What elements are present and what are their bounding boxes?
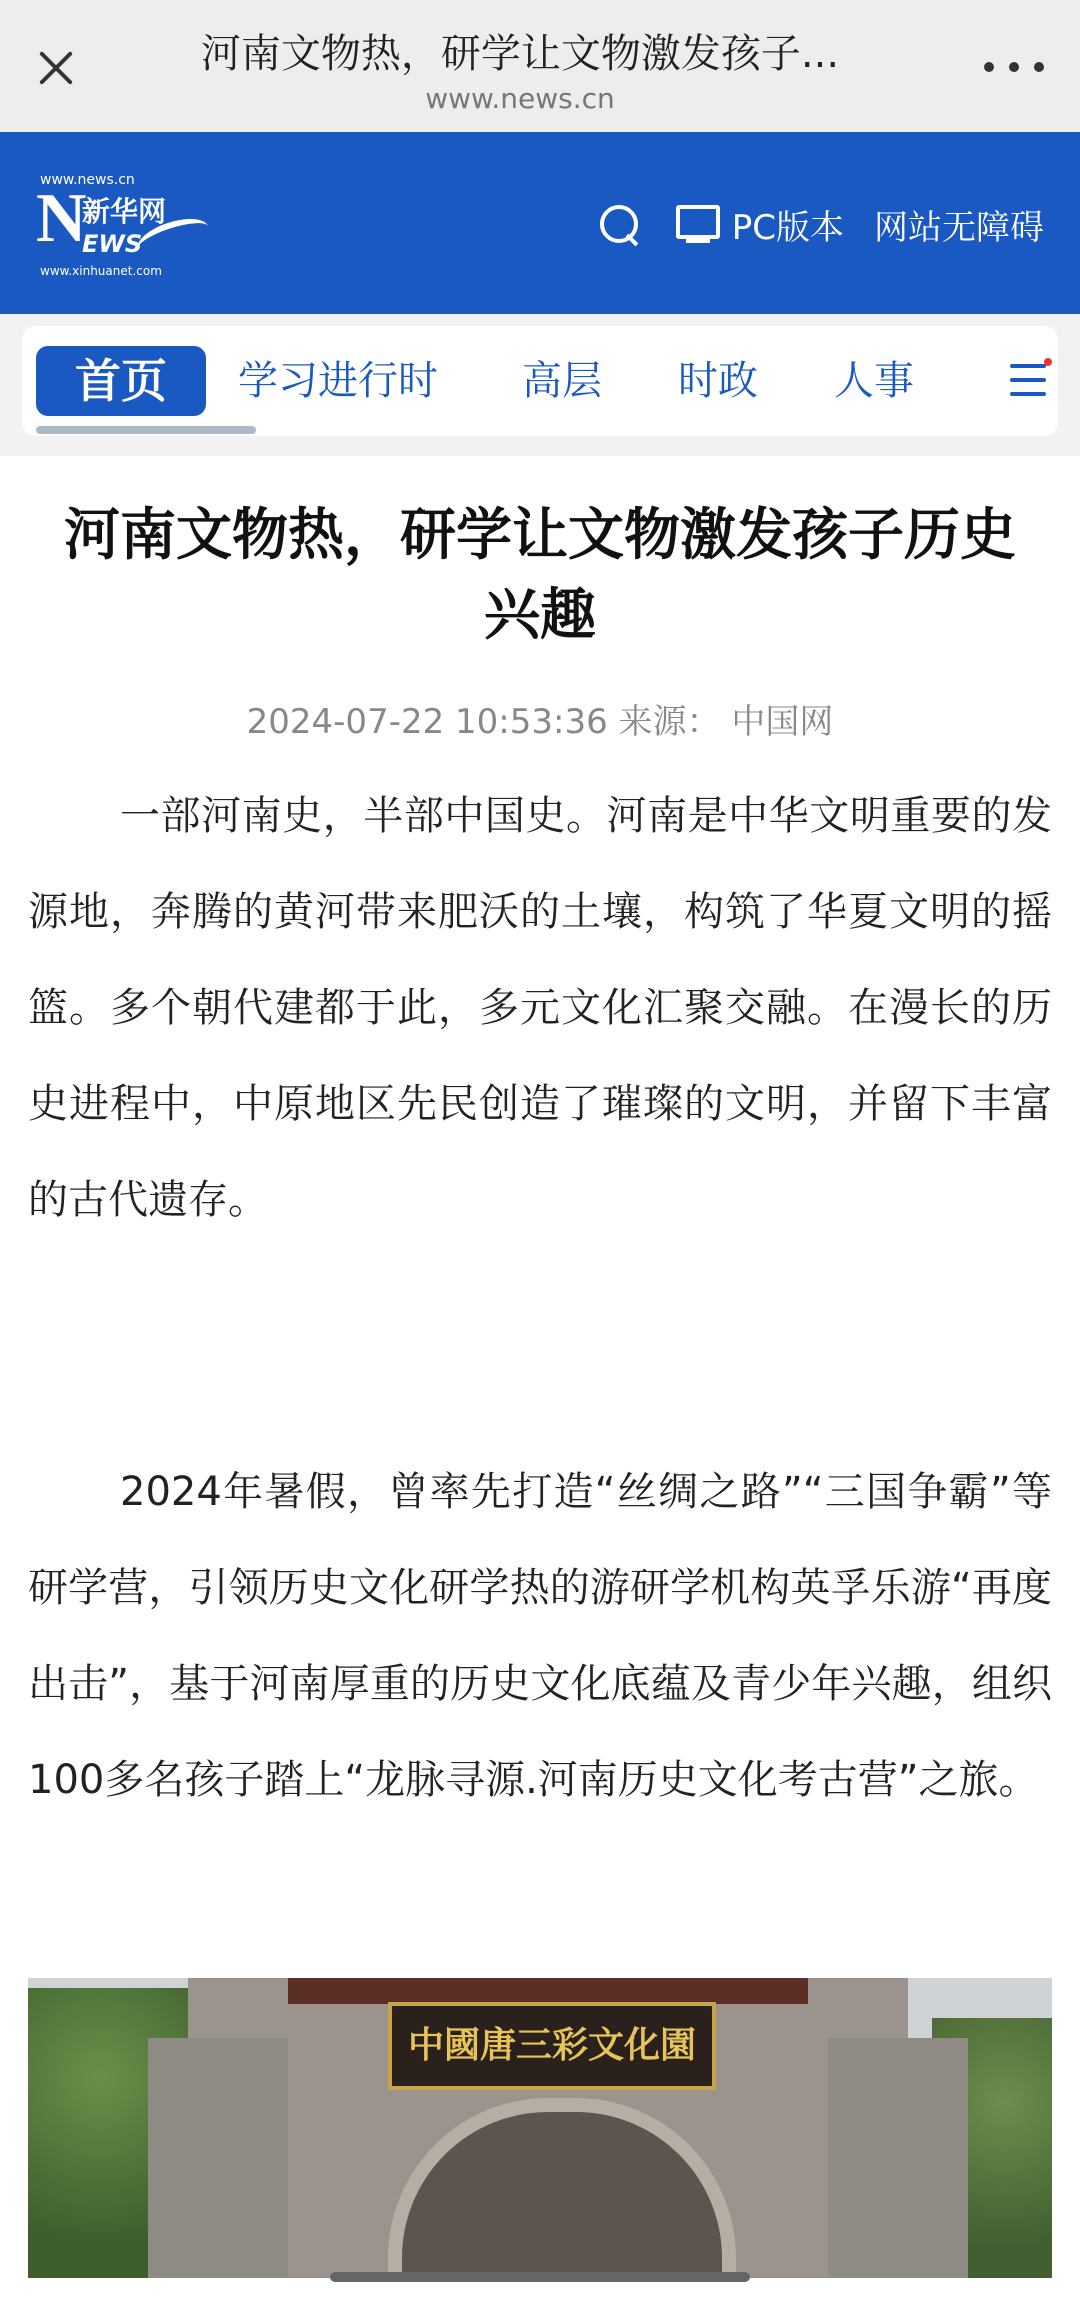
photo-sign-board: 中國唐三彩文化園 — [388, 2002, 716, 2090]
header-tools — [598, 200, 1044, 249]
nav-tab-politics[interactable]: 时政 — [678, 358, 758, 404]
article — [0, 456, 1080, 2301]
channel-nav — [22, 326, 1058, 436]
search-icon[interactable] — [598, 203, 642, 247]
home-indicator[interactable] — [330, 2272, 750, 2282]
article-headline: 河南文物热，研学让文物激发孩子历史兴趣 — [64, 503, 1016, 648]
photo-gate-roof — [288, 1978, 808, 2004]
more-options-icon[interactable] — [984, 52, 1044, 82]
nav-tab-study[interactable]: 学习进行时 — [238, 358, 438, 404]
nav-tab-home[interactable]: 首页 — [36, 346, 206, 416]
article-meta: 2024-07-22 10:53:36 来源： 中国网 — [246, 702, 834, 742]
menu-icon[interactable] — [1010, 364, 1046, 400]
nav-tab-leadership[interactable]: 高层 — [522, 358, 602, 404]
notification-dot — [1044, 358, 1052, 366]
nav-scroll-indicator — [36, 426, 256, 434]
article-paragraph: 2024年暑假，曾率先打造“丝绸之路”“三国争霸”等研学营，引领历史文化研学热的游研学机构英孚乐游“再度出击”，基于河南厚重的历史文化底蕴及青少年兴趣，组织100多名孩子踏上“龙脉寻源.河南历史文化考古营”之旅。 — [28, 1469, 1052, 1803]
nav-tab-personnel[interactable]: 人事 — [834, 358, 914, 404]
article-paragraph: 一部河南史，半部中国史。河南是中华文明重要的发源地，奔腾的黄河带来肥沃的土壤，构筑了华夏文明的摇篮。多个朝代建都于此，多元文化汇聚交融。在漫长的历史进程中，中原地区先民创造了璀璨的文明，并留下丰富的古代遗存。 — [28, 793, 1052, 1223]
pc-version-link[interactable]: PC版本 — [731, 208, 844, 248]
page-url[interactable]: www.news.cn — [425, 82, 615, 115]
monitor-icon[interactable] — [676, 205, 720, 245]
close-icon[interactable] — [28, 40, 84, 96]
browser-toolbar — [0, 0, 1080, 132]
xinhua-logo[interactable]: www.news.cn N 新华网 EWS www.xinhuanet.com — [36, 172, 206, 282]
site-header — [0, 132, 1080, 314]
channel-nav-wrapper — [0, 314, 1080, 456]
photo-pillar — [828, 2038, 968, 2278]
accessibility-link[interactable]: 网站无障碍 — [874, 208, 1044, 248]
article-photo[interactable] — [28, 1978, 1052, 2278]
page-tab-title: 河南文物热，研学让文物激发孩子... — [200, 31, 840, 77]
photo-pillar — [148, 2038, 288, 2278]
